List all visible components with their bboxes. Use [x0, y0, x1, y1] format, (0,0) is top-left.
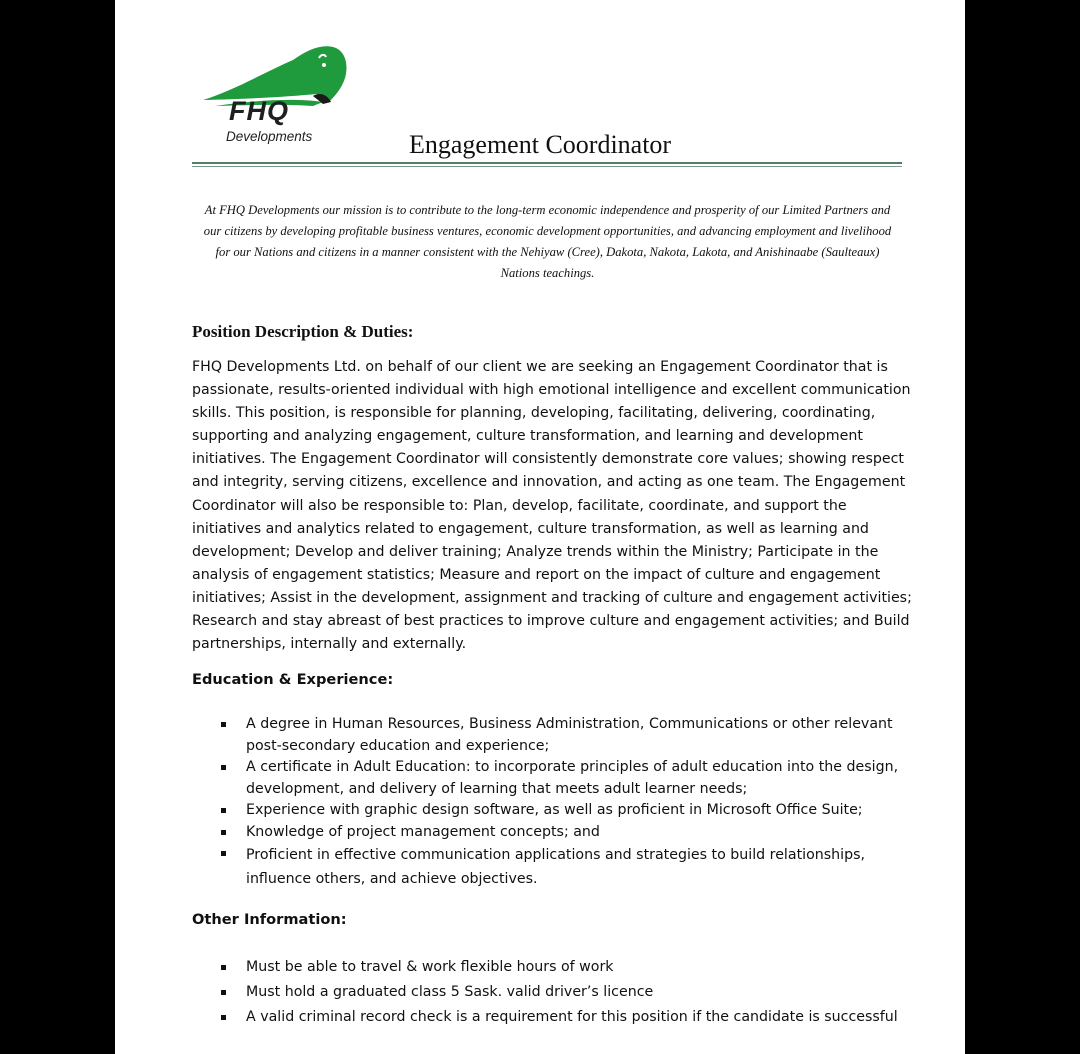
bullet-icon: [221, 851, 226, 856]
list-item: Must be able to travel & work flexible hours of work: [217, 955, 917, 980]
list-item: Must hold a graduated class 5 Sask. valid driver’s licence: [217, 980, 917, 1005]
bullet-icon: [221, 990, 226, 995]
other-info-list: [217, 955, 917, 1030]
list-item: A degree in Human Resources, Business Administration, Communications or other relevant post-secondary education and experience;: [217, 714, 917, 757]
education-list: [217, 714, 917, 891]
other-info-heading: Other Information:: [192, 911, 347, 928]
bullet-icon: [221, 722, 226, 727]
education-heading: Education & Experience:: [192, 671, 394, 688]
document-page: [115, 0, 965, 1054]
bullet-icon: [221, 808, 226, 813]
logo-subtitle: Developments: [226, 129, 313, 144]
list-item: Proficient in effective communication applications and strategies to build relationships, influence others, and achieve objectives.: [217, 843, 917, 891]
bullet-icon: [221, 1015, 226, 1020]
bullet-icon: [221, 765, 226, 770]
position-description: FHQ Developments Ltd. on behalf of our client we are seeking an Engagement Coordinator that is passionate, results-oriented individual with high emotional intelligence and excellent communication skills. This position, is responsible for planning, developing, facilitating, delivering, coordinating, supporting and analyzing engagement, culture transformation, and learning and development initiatives. The Engagement Coordinator will consistently demonstrate core values; showing respect and integrity, serving citizens, excellence and innovation, and acting as one team. The Engagement Coordinator will also be responsible to: Plan, develop, facilitate, coordinate, and support the initiatives and analytics related to engagement, culture transformation, as well as learning and development; Develop and deliver training; Analyze trends within the Ministry; Participate in the analysis of engagement statistics; Measure and report on the impact of culture and engagement initiatives; Assist in the development, assignment and tracking of culture and engagement activities; Research and stay abreast of best practices to improve culture and engagement activities; and Build partnerships, internally and externally.: [192, 359, 912, 653]
bullet-icon: [221, 965, 226, 970]
position-heading: Position Description & Duties:: [192, 322, 414, 341]
list-item: Experience with graphic design software, as well as proficient in Microsoft Office Suite;: [217, 800, 917, 822]
mission-statement: At FHQ Developments our mission is to contribute to the long-term economic independence and prosperity of our Limited Partners and our citizens by developing profitable business ventures, economic development opportunities, and advancing employment and livelihood for our Nations and citizens in a manner consistent with the Nehiyaw (Cree), Dakota, Nakota, Lakota, and Anishinaabe (Saulteaux) Nations teachings.: [203, 203, 892, 280]
page-title: Engagement Coordinator: [409, 130, 672, 159]
title-divider-thin: [192, 166, 902, 167]
bullet-icon: [221, 830, 226, 835]
title-divider: [192, 162, 902, 164]
list-item: Knowledge of project management concepts; and: [217, 822, 917, 844]
list-item: A valid criminal record check is a requirement for this position if the candidate is successful: [217, 1005, 917, 1030]
logo-name: FHQ: [229, 96, 289, 126]
list-item: A certificate in Adult Education: to incorporate principles of adult education into the design, development, and delivery of learning that meets adult learner needs;: [217, 757, 917, 800]
